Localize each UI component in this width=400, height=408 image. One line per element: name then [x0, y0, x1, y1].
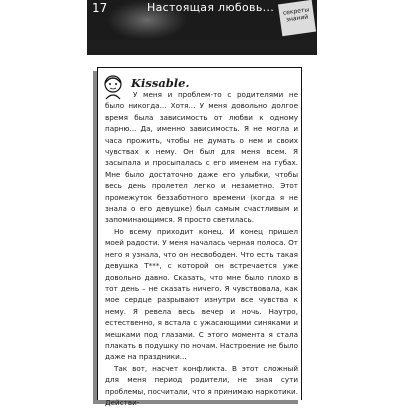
- letter-author: Kissable.: [131, 76, 190, 90]
- letter-paragraph: Но всему приходит конец. И конец пришел моей радости. У меня началась черная полоса. От него я узнала, что он несвободен. Что есть такая девушка Т***, с которой он встречается уже довольно давно. Сказать, что мне было плохо в тот день – не сказать ничего. Я чувствовала, как мое сердце разрывают изнутри все чувства к нему. Я ревела весь вечер и ночь. Наутро, естественно, я встала с ужасающими синяками и мешками под глазами. С этого момента я стала плакать в подушку по ночам. Настроение не было даже на праздники...: [105, 226, 298, 362]
- section-title: Настоящая любовь...: [147, 1, 274, 14]
- letter-paragraph: Так вот, насчет конфликта. В этот сложный для меня период родители, не зная сути проблемы, посчитали, что я принимаю наркотики. Действи-: [105, 363, 298, 407]
- letter-body: [105, 89, 298, 408]
- letter-paragraph: У меня и проблем-то с родителями не было никогда... Хотя... У меня довольно долгое время была зависимость от любви к одному парню... Да, именно зависимость. Я не могла и часа прожить, чтобы не думать о нем и своих чувствах к нему. Он был для меня всем. Я засыпала и просыпалась с его именем на губах. Мне было достаточно даже его улыбки, чтобы весь день пролетел легко и незаметно. Этот промежуток беззаботного времени (когда я не знала о его девушке) был самым счастливым и запоминающимся. Я просто светилась.: [105, 90, 298, 225]
- page-header: [87, 0, 317, 55]
- letter-panel: [97, 67, 302, 407]
- header-strip: [87, 40, 317, 55]
- magazine-badge: секреты знаний: [278, 0, 316, 36]
- page-number: 17: [92, 1, 108, 15]
